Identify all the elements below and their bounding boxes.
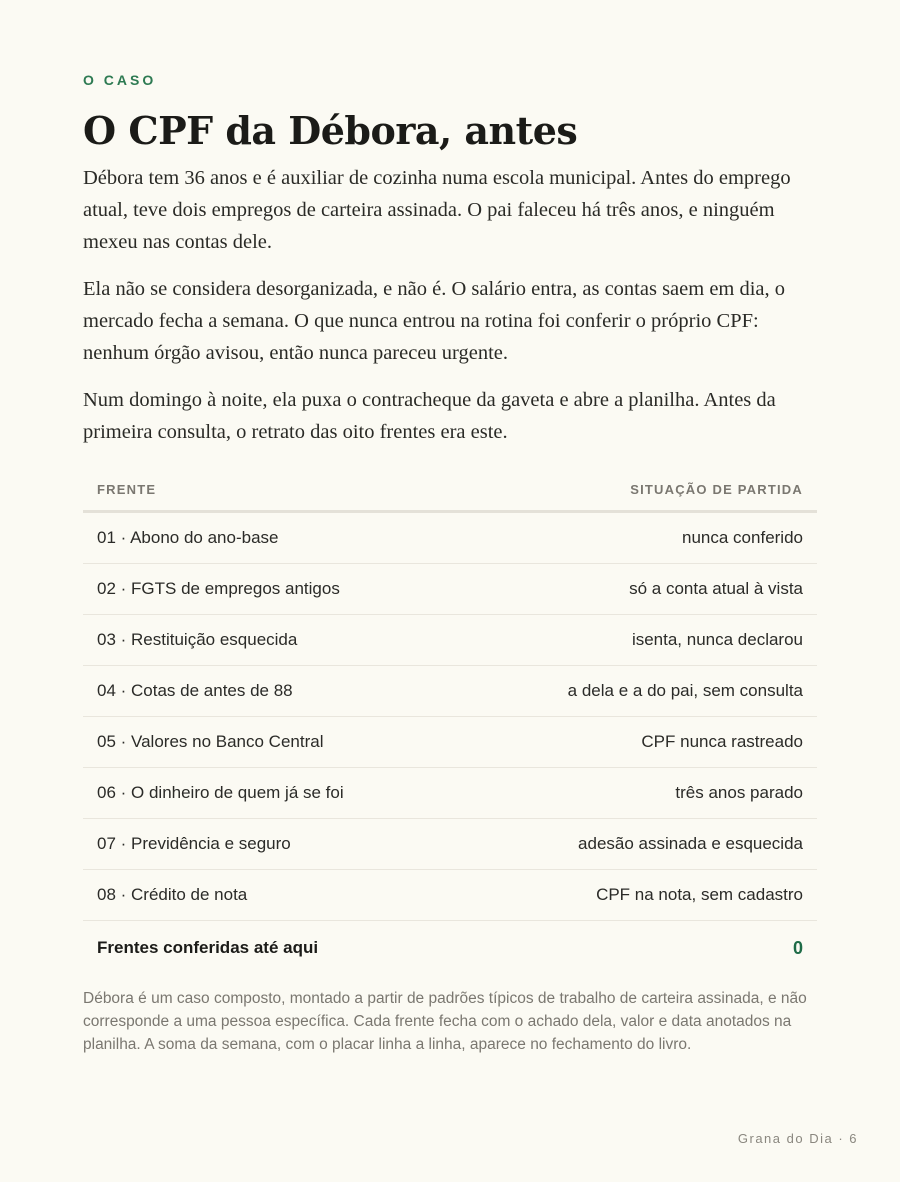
- intro-text: [83, 162, 817, 463]
- section-eyebrow: O CASO: [83, 72, 157, 88]
- total-label: Frentes conferidas até aqui: [97, 938, 319, 957]
- intro-paragraph: Num domingo à noite, ela puxa o contracheque da gaveta e abre a planilha. Antes da primeira consulta, o retrato das oito frentes era este.: [83, 389, 776, 443]
- intro-paragraph: Débora tem 36 anos e é auxiliar de cozinha numa escola municipal. Antes do emprego atual, teve dois empregos de carteira assinada. O pai faleceu há três anos, e ninguém mexeu nas contas dele.: [83, 167, 791, 253]
- table-row: [83, 717, 817, 768]
- frente-cell: 04 · Cotas de antes de 88: [97, 681, 293, 700]
- situacao-cell: nunca conferido: [682, 528, 803, 547]
- table-row: [83, 513, 817, 564]
- table-header: [83, 468, 817, 513]
- table-row: [83, 564, 817, 615]
- table-row: [83, 768, 817, 819]
- frente-cell: 06 · O dinheiro de quem já se foi: [97, 783, 344, 802]
- table-row: [83, 819, 817, 870]
- table-total-row: [83, 921, 817, 975]
- column-header-situacao: SITUAÇÃO DE PARTIDA: [630, 481, 803, 497]
- frente-cell: 05 · Valores no Banco Central: [97, 732, 324, 751]
- table-row: [83, 615, 817, 666]
- intro-paragraph: Ela não se considera desorganizada, e não é. O salário entra, as contas saem em dia, o mercado fecha a semana. O que nunca entrou na rotina foi conferir o próprio CPF: nenhum órgão avisou, então nunca pareceu urgente.: [83, 278, 786, 364]
- table-row: [83, 666, 817, 717]
- total-value: 0: [792, 937, 803, 958]
- table-row: [83, 870, 817, 921]
- frente-cell: 02 · FGTS de empregos antigos: [97, 579, 340, 598]
- page-title: O CPF da Débora, antes: [83, 108, 578, 153]
- frente-cell: 08 · Crédito de nota: [97, 885, 248, 904]
- footnote: Débora é um caso composto, montado a partir de padrões típicos de trabalho de carteira assinada, e não corresponde a uma pessoa específica. Cada frente fecha com o achado dela, valor e data anotados na planilha. A soma da semana, com o placar linha a linha, aparece no fechamento do livro.: [83, 990, 807, 1053]
- situacao-cell: só a conta atual à vista: [629, 579, 803, 598]
- frentes-table: [83, 468, 817, 975]
- situacao-cell: três anos parado: [675, 783, 803, 802]
- situacao-cell: isenta, nunca declarou: [631, 630, 803, 649]
- frente-cell: 01 · Abono do ano-base: [97, 528, 279, 547]
- frente-cell: 07 · Previdência e seguro: [97, 834, 291, 853]
- frente-cell: 03 · Restituição esquecida: [97, 630, 298, 649]
- situacao-cell: CPF na nota, sem cadastro: [596, 885, 803, 904]
- column-header-frente: FRENTE: [97, 481, 157, 497]
- situacao-cell: a dela e a do pai, sem consulta: [567, 681, 803, 700]
- situacao-cell: adesão assinada e esquecida: [578, 834, 803, 853]
- situacao-cell: CPF nunca rastreado: [641, 732, 803, 751]
- page-footer: Grana do Dia · 6: [737, 1131, 858, 1146]
